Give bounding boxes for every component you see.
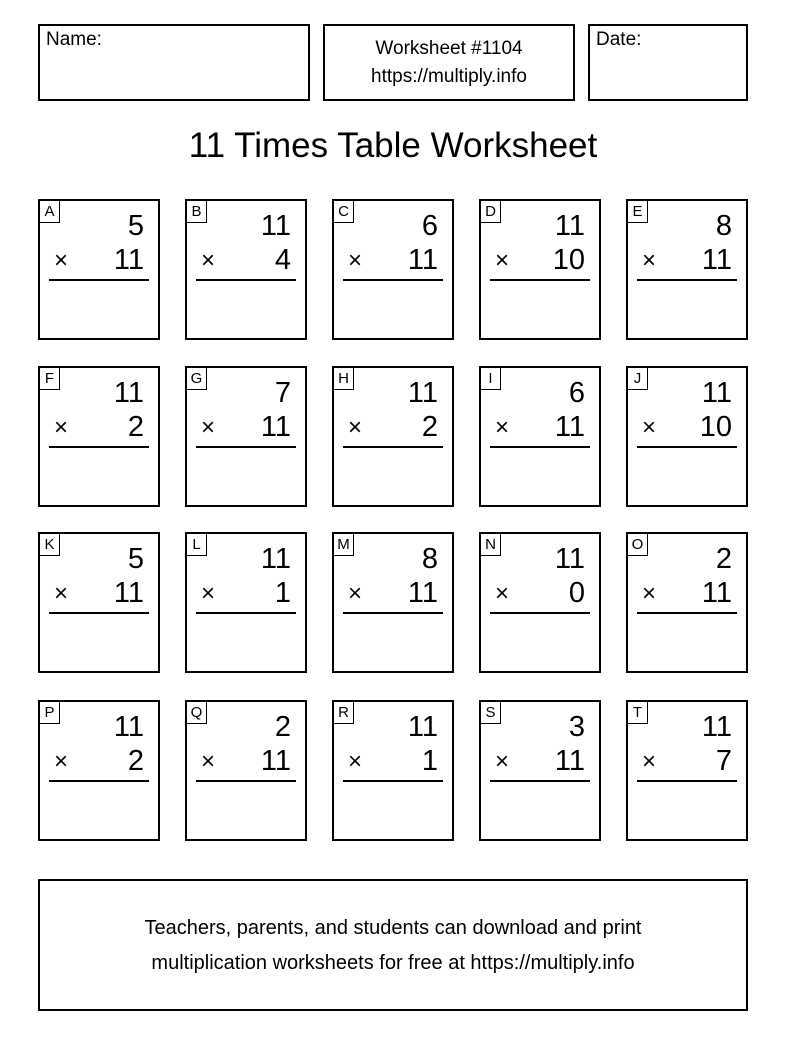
answer-line: [196, 780, 296, 782]
multiplier: 7: [715, 745, 732, 777]
footer-line-2: multiplication worksheets for free at https://multiply.info: [151, 952, 635, 974]
multiplier: 11: [113, 244, 144, 276]
times-sign: ×: [201, 748, 216, 775]
multiplicand: 5: [127, 543, 144, 575]
problem-card: [185, 700, 307, 841]
multiplier: 2: [421, 411, 438, 443]
problem-label: R: [334, 702, 354, 724]
answer-line: [637, 780, 737, 782]
answer-line: [343, 279, 443, 281]
problem-label: A: [40, 201, 60, 223]
multiplicand: 8: [421, 543, 438, 575]
problem-label: P: [40, 702, 60, 724]
times-sign: ×: [201, 247, 216, 274]
multiplier: 10: [552, 244, 585, 276]
worksheet-info-box: [323, 24, 575, 101]
problem-card: [332, 700, 454, 841]
multiplier: 11: [260, 745, 291, 777]
times-sign: ×: [201, 414, 216, 441]
name-label: Name:: [46, 29, 102, 50]
problem-card: [626, 199, 748, 340]
multiplier: 11: [260, 411, 291, 443]
problem-label: O: [628, 534, 648, 556]
multiplicand: 11: [701, 377, 732, 409]
answer-line: [343, 446, 443, 448]
multiplicand: 2: [715, 543, 732, 575]
multiplier: 1: [274, 577, 291, 609]
problem-label: E: [628, 201, 648, 223]
name-box[interactable]: [38, 24, 310, 101]
times-sign: ×: [642, 748, 657, 775]
multiplicand: 11: [554, 210, 585, 242]
problem-label: T: [628, 702, 648, 724]
problem-card: [626, 700, 748, 841]
multiplier: 1: [421, 745, 438, 777]
times-sign: ×: [348, 247, 363, 274]
problem-label: H: [334, 368, 354, 390]
problem-label: C: [334, 201, 354, 223]
problem-label: G: [187, 368, 207, 390]
problem-card: [626, 532, 748, 673]
multiplier: 11: [407, 577, 438, 609]
problem-label: D: [481, 201, 501, 223]
worksheet-number: Worksheet #1104: [375, 38, 523, 59]
multiplicand: 11: [407, 377, 438, 409]
times-sign: ×: [495, 580, 510, 607]
problem-card: [332, 199, 454, 340]
answer-line: [343, 780, 443, 782]
multiplicand: 2: [274, 711, 291, 743]
times-sign: ×: [495, 414, 510, 441]
problem-card: [626, 366, 748, 507]
multiplier: 11: [701, 244, 732, 276]
answer-line: [196, 612, 296, 614]
multiplier: 2: [127, 745, 144, 777]
problem-card: [332, 366, 454, 507]
problem-label: L: [187, 534, 207, 556]
times-sign: ×: [642, 247, 657, 274]
problem-card: [479, 532, 601, 673]
answer-line: [637, 279, 737, 281]
multiplicand: 11: [260, 543, 291, 575]
problem-card: [38, 199, 160, 340]
multiplicand: 6: [421, 210, 438, 242]
problem-card: [38, 532, 160, 673]
multiplicand: 3: [568, 711, 585, 743]
problem-label: S: [481, 702, 501, 724]
answer-line: [196, 446, 296, 448]
times-sign: ×: [54, 748, 69, 775]
problem-card: [479, 199, 601, 340]
answer-line: [490, 780, 590, 782]
multiplier: 11: [554, 411, 585, 443]
answer-line: [490, 612, 590, 614]
problem-card: [38, 366, 160, 507]
times-sign: ×: [495, 748, 510, 775]
times-sign: ×: [642, 580, 657, 607]
times-sign: ×: [54, 247, 69, 274]
multiplicand: 11: [701, 711, 732, 743]
problem-label: M: [334, 534, 354, 556]
times-sign: ×: [54, 580, 69, 607]
footer-line-1: Teachers, parents, and students can download and print: [144, 917, 642, 939]
problem-label: B: [187, 201, 207, 223]
problem-card: [332, 532, 454, 673]
multiplicand: 11: [554, 543, 585, 575]
problem-card: [479, 700, 601, 841]
multiplier: 4: [274, 244, 291, 276]
problem-card: [185, 366, 307, 507]
problem-label: F: [40, 368, 60, 390]
answer-line: [196, 279, 296, 281]
problem-label: J: [628, 368, 648, 390]
multiplicand: 8: [715, 210, 732, 242]
multiplicand: 11: [113, 711, 144, 743]
times-sign: ×: [348, 414, 363, 441]
multiplier: 11: [554, 745, 585, 777]
answer-line: [343, 612, 443, 614]
times-sign: ×: [54, 414, 69, 441]
times-sign: ×: [495, 247, 510, 274]
multiplicand: 5: [127, 210, 144, 242]
times-sign: ×: [348, 748, 363, 775]
problem-label: Q: [187, 702, 207, 724]
problem-label: K: [40, 534, 60, 556]
multiplier: 11: [407, 244, 438, 276]
problem-card: [38, 700, 160, 841]
multiplicand: 11: [407, 711, 438, 743]
website-link[interactable]: https://multiply.info: [371, 66, 527, 87]
times-sign: ×: [348, 580, 363, 607]
multiplicand: 7: [274, 377, 291, 409]
multiplicand: 11: [113, 377, 144, 409]
answer-line: [49, 279, 149, 281]
times-sign: ×: [642, 414, 657, 441]
answer-line: [49, 446, 149, 448]
answer-line: [637, 446, 737, 448]
multiplier: 11: [701, 577, 732, 609]
footer-box: [38, 879, 748, 1011]
answer-line: [49, 780, 149, 782]
date-label: Date:: [596, 29, 642, 50]
answer-line: [637, 612, 737, 614]
date-box[interactable]: [588, 24, 748, 101]
problem-label: I: [481, 368, 501, 390]
multiplier: 11: [113, 577, 144, 609]
answer-line: [49, 612, 149, 614]
multiplier: 0: [568, 577, 585, 609]
multiplicand: 6: [568, 377, 585, 409]
problem-label: N: [481, 534, 501, 556]
page-title: 11 Times Table Worksheet: [188, 126, 598, 165]
answer-line: [490, 446, 590, 448]
multiplier: 2: [127, 411, 144, 443]
multiplier: 10: [699, 411, 732, 443]
multiplicand: 11: [260, 210, 291, 242]
problem-card: [479, 366, 601, 507]
problem-card: [185, 199, 307, 340]
times-sign: ×: [201, 580, 216, 607]
problem-card: [185, 532, 307, 673]
answer-line: [490, 279, 590, 281]
